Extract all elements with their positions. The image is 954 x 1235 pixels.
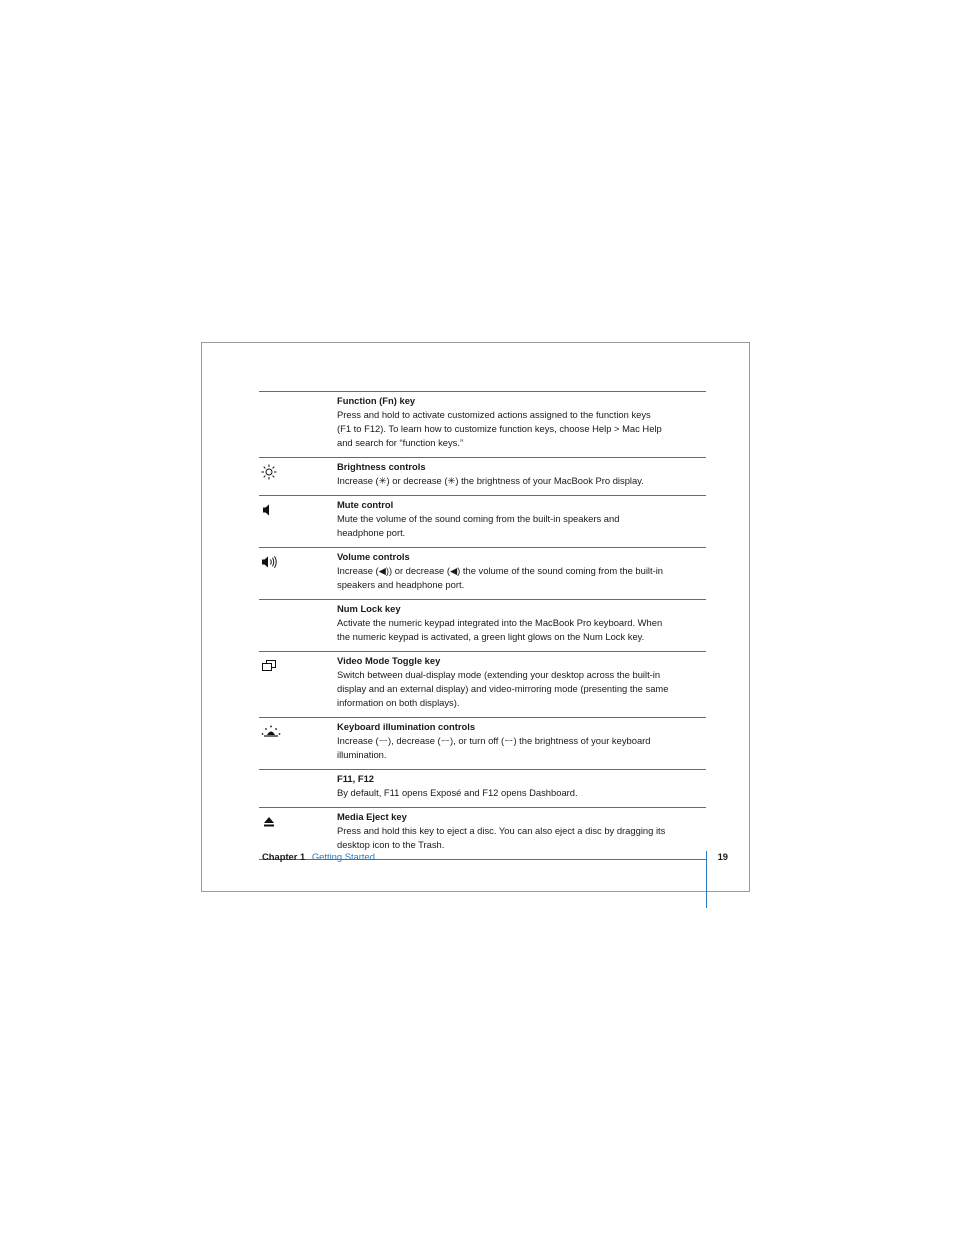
footer-divider [706,851,707,908]
chapter-label: Chapter 1 [262,851,306,862]
row-description: Increase (ー), decrease (ー), or turn off (ー) the brightness of your keyboard illumination. [337,735,651,760]
table-row [259,547,706,599]
row-description: Press and hold this key to eject a disc. You can also eject a disc by dragging its desktop icon to the Trash. [337,825,666,850]
row-description: Switch between dual-display mode (extending your desktop across the built-in display and an external display) and video-mirroring mode (presenting the same information on both displays). [337,669,669,708]
table-row [259,457,706,495]
row-title: Brightness controls [337,461,426,472]
row-title: Media Eject key [337,811,407,822]
row-title: Num Lock key [337,603,401,614]
volume-icon [261,554,283,570]
video-mode-icon [261,658,283,674]
row-description: By default, F11 opens Exposé and F12 opens Dashboard. [337,787,578,798]
row-description: Mute the volume of the sound coming from the built-in speakers and headphone port. [337,513,620,538]
brightness-icon [261,464,283,480]
row-description: Activate the numeric keypad integrated into the MacBook Pro keyboard. When the numeric keypad is activated, a green light glows on the Num Lock key. [337,617,663,642]
table-row [259,495,706,547]
table-row [259,717,706,769]
page-number: 19 [717,851,728,862]
row-description: Increase (✳) or decrease (✳) the brightness of your MacBook Pro display. [337,475,644,486]
row-description: Press and hold to activate customized actions assigned to the function keys (F1 to F12). To learn how to customize function keys, choose Help > Mac Help and search for “function keys.” [337,409,662,448]
row-title: Video Mode Toggle key [337,655,441,666]
row-title: Function (Fn) key [337,395,416,406]
page-footer [262,851,728,863]
keyboard-illumination-icon [261,724,283,740]
row-title: Keyboard illumination controls [337,721,476,732]
function-key-table [259,391,706,860]
row-title: F11, F12 [337,773,375,784]
row-title: Volume controls [337,551,410,562]
table-row [259,391,706,457]
row-title: Mute control [337,499,394,510]
table-row [259,651,706,717]
mute-icon [261,502,283,518]
section-link[interactable]: Getting Started [311,851,375,862]
row-description: Increase (◀)) or decrease (◀) the volume of the sound coming from the built-in speakers and headphone port. [337,565,664,590]
eject-icon [261,814,283,830]
table-row [259,599,706,651]
table-row [259,769,706,807]
